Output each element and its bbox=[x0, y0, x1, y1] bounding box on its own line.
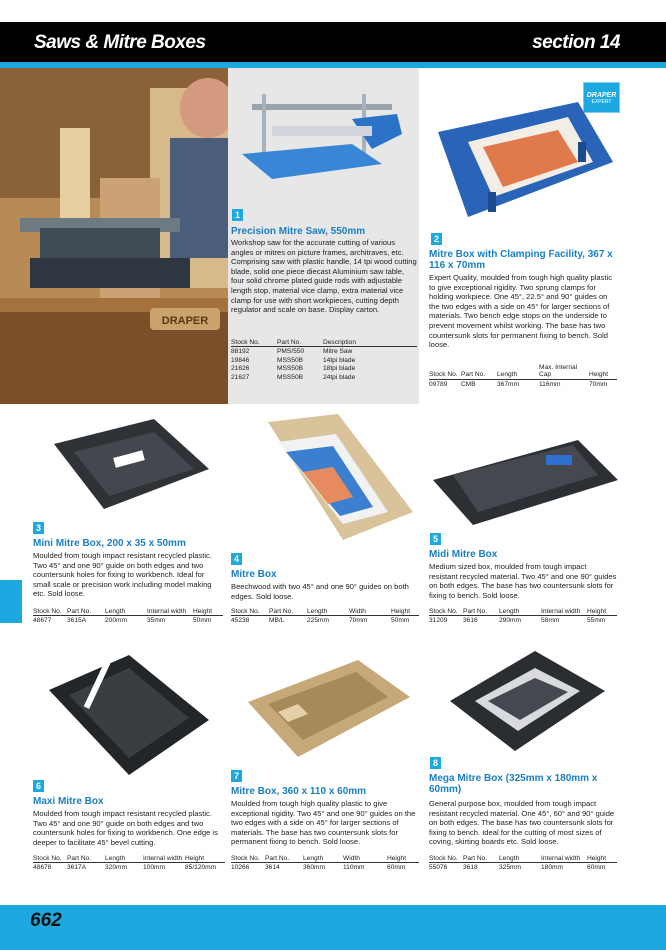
product-2-image bbox=[428, 92, 620, 222]
page-title: Saws & Mitre Boxes bbox=[34, 32, 206, 53]
table-header-cell: Part No. bbox=[277, 339, 323, 347]
table-cell: 50mm bbox=[391, 617, 410, 625]
product-1-number: 1 bbox=[232, 209, 243, 221]
table-header-cell: Stock No. bbox=[231, 339, 277, 347]
product-8-image bbox=[440, 646, 610, 756]
table-row bbox=[33, 616, 223, 625]
table-row bbox=[429, 863, 617, 872]
product-3-title: Mini Mitre Box, 200 x 35 x 50mm bbox=[33, 538, 186, 549]
table-cell: 85/120mm bbox=[185, 864, 217, 872]
table-header-cell: Length bbox=[497, 364, 539, 379]
logo-brand: DRAPER bbox=[586, 92, 617, 99]
table-header-row bbox=[231, 855, 419, 863]
table-header-cell: Height bbox=[185, 855, 225, 863]
table-row bbox=[231, 347, 417, 356]
table-header-cell: Stock No. bbox=[33, 608, 67, 616]
table-cell: MSS50B bbox=[277, 356, 304, 364]
product-8-number: 8 bbox=[430, 757, 441, 769]
product-3-number: 3 bbox=[33, 522, 44, 534]
product-3-spec-table bbox=[33, 608, 223, 625]
table-cell: 48678 bbox=[33, 864, 52, 872]
table-row bbox=[231, 616, 419, 625]
table-header-cell: Height bbox=[391, 608, 419, 616]
section-label: section 14 bbox=[532, 32, 620, 53]
table-header-cell: Height bbox=[193, 608, 223, 616]
table-header-cell: Width bbox=[343, 855, 387, 863]
table-cell: 290mm bbox=[499, 617, 521, 625]
table-cell: 10266 bbox=[231, 864, 250, 872]
table-header-cell: Internal width bbox=[541, 855, 587, 863]
product-3-description: Moulded from tough impact resistant recycled plastic. Two 45° and one 90° guide on both edges and two countersunk holes for fixing to workbench. Ideal for small scale or precision work including model making etc. Sold loose. bbox=[33, 551, 212, 599]
product-5-image bbox=[428, 420, 620, 530]
table-header-cell: Height bbox=[589, 364, 617, 379]
table-header-cell: Part No. bbox=[67, 855, 105, 863]
workshop-photo bbox=[0, 68, 228, 404]
table-header-cell: Length bbox=[499, 608, 541, 616]
product-8-spec-table bbox=[429, 855, 617, 872]
logo-sub: EXPERT bbox=[591, 99, 612, 105]
table-cell: 60mm bbox=[387, 864, 406, 872]
table-cell: 09789 bbox=[429, 380, 448, 388]
table-header-cell: Width bbox=[349, 608, 391, 616]
table-cell: 100mm bbox=[143, 864, 165, 872]
table-cell: 367mm bbox=[497, 380, 519, 388]
table-cell: 225mm bbox=[307, 617, 329, 625]
table-cell: 3617A bbox=[67, 864, 87, 872]
table-row bbox=[429, 616, 617, 625]
table-cell: Mitre Saw bbox=[323, 348, 353, 356]
table-header-cell: Length bbox=[499, 855, 541, 863]
product-7-image bbox=[238, 652, 418, 762]
product-4-title: Mitre Box bbox=[231, 569, 277, 580]
table-header-row bbox=[429, 608, 617, 616]
table-header-cell: Stock No. bbox=[33, 855, 67, 863]
table-cell: 3616 bbox=[463, 617, 478, 625]
table-header-cell: Internal width bbox=[143, 855, 185, 863]
table-cell: 48677 bbox=[33, 617, 52, 625]
table-row bbox=[231, 863, 419, 872]
product-1-spec-table bbox=[231, 339, 417, 381]
table-header-cell: Internal width bbox=[147, 608, 193, 616]
product-5-description: Medium sized box, moulded from tough impact resistant recycled material. Two 45° and one 90° guides on both edges. The base has two countersunk slots for fixing to bench. Sold loose. bbox=[429, 562, 617, 600]
table-cell: 19846 bbox=[231, 356, 250, 364]
table-cell: 24tpi blade bbox=[323, 373, 356, 381]
product-5-number: 5 bbox=[430, 533, 441, 545]
table-row bbox=[231, 373, 417, 381]
product-5-title: Midi Mitre Box bbox=[429, 549, 498, 560]
product-1-description: Workshop saw for the accurate cutting of various angles or mitres on picture frames, architraves, etc. Comprising saw with plastic handle, 14 tpi wood cutting blade, solid one piece diecast Aluminium saw table, four solid chrome plated guide rods with adjustable length stop, material vice clamp, extra material vice clamp for use with short workpieces, cutting depth regulator and scale on base. Display carton. bbox=[231, 238, 417, 315]
table-cell: 325mm bbox=[499, 864, 521, 872]
product-7-description: Moulded from tough high quality plastic to give exceptional rigidity. Two 45° and one 90° guides on the two edges with a side on 45° for larger sections of materials. The base has two countersunk slots for permanent fixing to bench. Sold loose. bbox=[231, 799, 416, 847]
table-cell: 21627 bbox=[231, 373, 250, 381]
table-cell: 3615A bbox=[67, 617, 87, 625]
table-header-cell: Height bbox=[587, 608, 617, 616]
page-number: 662 bbox=[30, 910, 62, 931]
product-8-description: General purpose box, moulded from tough impact resistant recycled material. One 45°, 60° and 90° guide on both edges. The base has two countersunk slots for fixing to bench. Ideal for the cutting of most sizes of coving, skirting boards etc. Sold loose. bbox=[429, 799, 615, 847]
table-header-cell: Stock No. bbox=[429, 855, 463, 863]
page-footer bbox=[0, 905, 666, 950]
table-cell: 50mm bbox=[193, 617, 212, 625]
product-5-spec-table bbox=[429, 608, 617, 625]
table-cell: 70mm bbox=[589, 380, 608, 388]
product-8-title: Mega Mitre Box (325mm x 180mm x 60mm) bbox=[429, 773, 598, 795]
table-cell: 21626 bbox=[231, 365, 250, 373]
table-header-cell: Part No. bbox=[265, 855, 303, 863]
product-7-number: 7 bbox=[231, 770, 242, 782]
section-side-tab bbox=[0, 580, 22, 623]
table-cell: 360mm bbox=[303, 864, 325, 872]
table-header-row bbox=[231, 339, 417, 347]
photo-sign-text: DRAPER bbox=[161, 315, 209, 327]
product-2-title: Mitre Box with Clamping Facility, 367 x 116 x 70mm bbox=[429, 249, 613, 271]
table-header-cell: Part No. bbox=[269, 608, 307, 616]
table-cell: 45238 bbox=[231, 617, 250, 625]
product-1-title: Precision Mitre Saw, 550mm bbox=[231, 226, 366, 237]
table-cell: MSS50B bbox=[277, 373, 304, 381]
table-header-row bbox=[33, 608, 223, 616]
product-2-description: Expert Quality, moulded from tough high quality plastic to give exceptional rigidity. Two sprung clamps for holding workpiece. One 45°, 22.5° and 90° guides on the two edges with a side on 45° for larger sections of materials. Two bench edge stops on the underside to prevent movement whilst working. The base has two countersunk slots for permanent fixing to bench. Sold loose. bbox=[429, 273, 613, 350]
table-header-cell: Part No. bbox=[463, 608, 499, 616]
table-row bbox=[33, 863, 225, 872]
table-header-row bbox=[33, 855, 225, 863]
table-cell: 18tpi blade bbox=[323, 365, 356, 373]
table-header-cell: Length bbox=[105, 608, 147, 616]
product-6-description: Moulded from tough impact resistant recycled plastic. Two 45° and one 90° guide on both edges and two countersunk holes for fixing to workbench. One edge is deeper to facilitate 45° bevel cutting. bbox=[33, 809, 218, 847]
product-6-spec-table bbox=[33, 855, 225, 872]
table-cell: MB/L bbox=[269, 617, 285, 625]
table-cell: 35mm bbox=[147, 617, 166, 625]
table-cell: MSS50B bbox=[277, 365, 304, 373]
table-cell: PMS/550 bbox=[277, 348, 305, 356]
table-row bbox=[429, 379, 617, 388]
product-7-title: Mitre Box, 360 x 110 x 60mm bbox=[231, 786, 367, 797]
table-row bbox=[231, 356, 417, 364]
table-cell: 3614 bbox=[265, 864, 280, 872]
table-header-cell: Part No. bbox=[463, 855, 499, 863]
table-cell: 14tpi blade bbox=[323, 356, 356, 364]
table-header-cell: Height bbox=[387, 855, 419, 863]
table-cell: CMB bbox=[461, 380, 476, 388]
product-4-spec-table bbox=[231, 608, 419, 625]
product-4-image bbox=[248, 412, 418, 542]
table-cell: 55076 bbox=[429, 864, 448, 872]
table-header-cell: Length bbox=[105, 855, 143, 863]
product-6-image bbox=[34, 650, 214, 780]
table-cell: 31209 bbox=[429, 617, 448, 625]
table-header-cell: Stock No. bbox=[429, 608, 463, 616]
table-cell: 200mm bbox=[105, 617, 127, 625]
product-2-spec-table bbox=[429, 364, 617, 388]
table-header-cell: Height bbox=[587, 855, 617, 863]
table-cell: 70mm bbox=[349, 617, 368, 625]
product-7-spec-table bbox=[231, 855, 419, 872]
product-1-image bbox=[232, 74, 412, 194]
table-header-cell: Length bbox=[307, 608, 349, 616]
table-cell: 55mm bbox=[587, 617, 606, 625]
table-header-cell: Part No. bbox=[461, 364, 497, 379]
table-header-row bbox=[429, 855, 617, 863]
table-header-cell: Max. Internal Cap bbox=[539, 364, 589, 379]
product-6-title: Maxi Mitre Box bbox=[33, 796, 104, 807]
table-header-cell: Length bbox=[303, 855, 343, 863]
table-cell: 58mm bbox=[541, 617, 560, 625]
product-4-description: Beechwood with two 45° and one 90° guides on both edges. Sold loose. bbox=[231, 582, 409, 601]
table-header-cell: Part No. bbox=[67, 608, 105, 616]
table-cell: 110mm bbox=[343, 864, 365, 872]
table-cell: 60mm bbox=[587, 864, 606, 872]
table-cell: 320mm bbox=[105, 864, 127, 872]
table-cell: 3618 bbox=[463, 864, 478, 872]
product-6-number: 6 bbox=[33, 780, 44, 792]
table-header-cell: Internal width bbox=[541, 608, 587, 616]
table-header-cell: Stock No. bbox=[429, 364, 461, 379]
table-header-cell: Stock No. bbox=[231, 608, 269, 616]
table-header-cell: Stock No. bbox=[231, 855, 265, 863]
table-cell: 116mm bbox=[539, 380, 561, 388]
table-header-cell: Description bbox=[323, 339, 417, 347]
table-row bbox=[231, 364, 417, 372]
product-2-number: 2 bbox=[431, 233, 442, 245]
table-cell: 180mm bbox=[541, 864, 563, 872]
product-4-number: 4 bbox=[231, 553, 242, 565]
table-header-row bbox=[231, 608, 419, 616]
table-cell: 88192 bbox=[231, 348, 250, 356]
table-header-row bbox=[429, 364, 617, 379]
product-3-image bbox=[34, 414, 214, 514]
